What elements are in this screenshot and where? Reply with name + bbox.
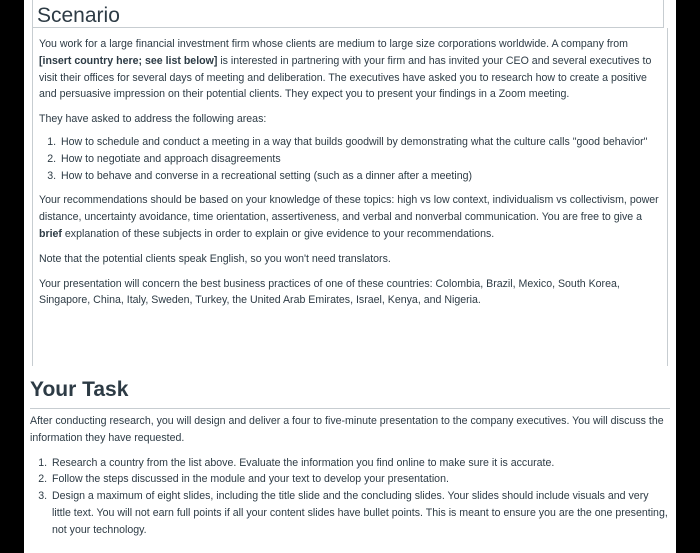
list-item: 2. How to negotiate and approach disagreements [59, 151, 661, 168]
list-item: 3. How to behave and converse in a recreational setting (such as a dinner after a meeting) [59, 168, 661, 185]
intro-text-1: You work for a large financial investment firm whose clients are medium to large size corporations worldwide. A company from [39, 38, 629, 50]
list-item: 1. Research a country from the list above. Evaluate the information you find online to make sure it is accurate. [50, 455, 670, 472]
task-heading: Your Task [30, 378, 129, 401]
intro-text-2: is interested in partnering with your firm and has invited your CEO and several executives to visit their offices for several days of meeting and deliberation. The executives have asked you to research how to create a positive and persuasive impression on their potential clients. They expect you to present your findings in a Zoom meeting. [39, 54, 652, 101]
list-item: 1. How to schedule and conduct a meeting in a way that builds goodwill by demonstrating what the culture calls "good behavior" [59, 134, 661, 151]
recommendations-text-1: Your recommendations should be based on your knowledge of these topics: high vs low context, individualism vs collectivism, power distance, uncertainty avoidance, time orientation, assertiveness, and verbal and nonverbal communication. You are free to give a [39, 194, 659, 224]
task-section [30, 408, 670, 539]
scenario-heading: Scenario [32, 0, 664, 28]
scenario-intro [39, 36, 661, 103]
recommendations-paragraph [39, 192, 661, 242]
task-steps-list [30, 455, 670, 539]
scenario-section [32, 0, 668, 366]
areas-list [39, 134, 661, 184]
intro-country-placeholder: [insert country here; see list below] [39, 54, 218, 67]
recommendations-emphasis: brief [39, 227, 62, 240]
assignment-page [24, 0, 676, 553]
translator-note: Note that the potential clients speak English, so you won't need translators. [39, 252, 391, 265]
countries-paragraph: Your presentation will concern the best business practices of one of these countries: Colombia, Brazil, Mexico, South Korea, Singapore, China, Italy, Sweden, Turkey, the United Arab Emirates, Israel, Kenya, and Nigeria. [39, 277, 620, 307]
areas-intro: They have asked to address the following areas: [39, 113, 267, 126]
scenario-body [32, 28, 668, 366]
task-intro: After conducting research, you will design and deliver a four to five-minute presentation to the company executives. You will discuss the information they have requested. [30, 415, 664, 444]
list-item: 2. Follow the steps discussed in the module and your text to develop your presentation. [50, 471, 670, 488]
list-item: 3. Design a maximum of eight slides, including the title slide and the concluding slides. Your slides should include visuals and very little text. You will not earn full points if all your content slides have bullet points. This is meant to ensure you are the one presenting, not your technology. [50, 488, 670, 538]
recommendations-text-2: explanation of these subjects in order to explain or give evidence to your recommendations. [61, 227, 495, 240]
